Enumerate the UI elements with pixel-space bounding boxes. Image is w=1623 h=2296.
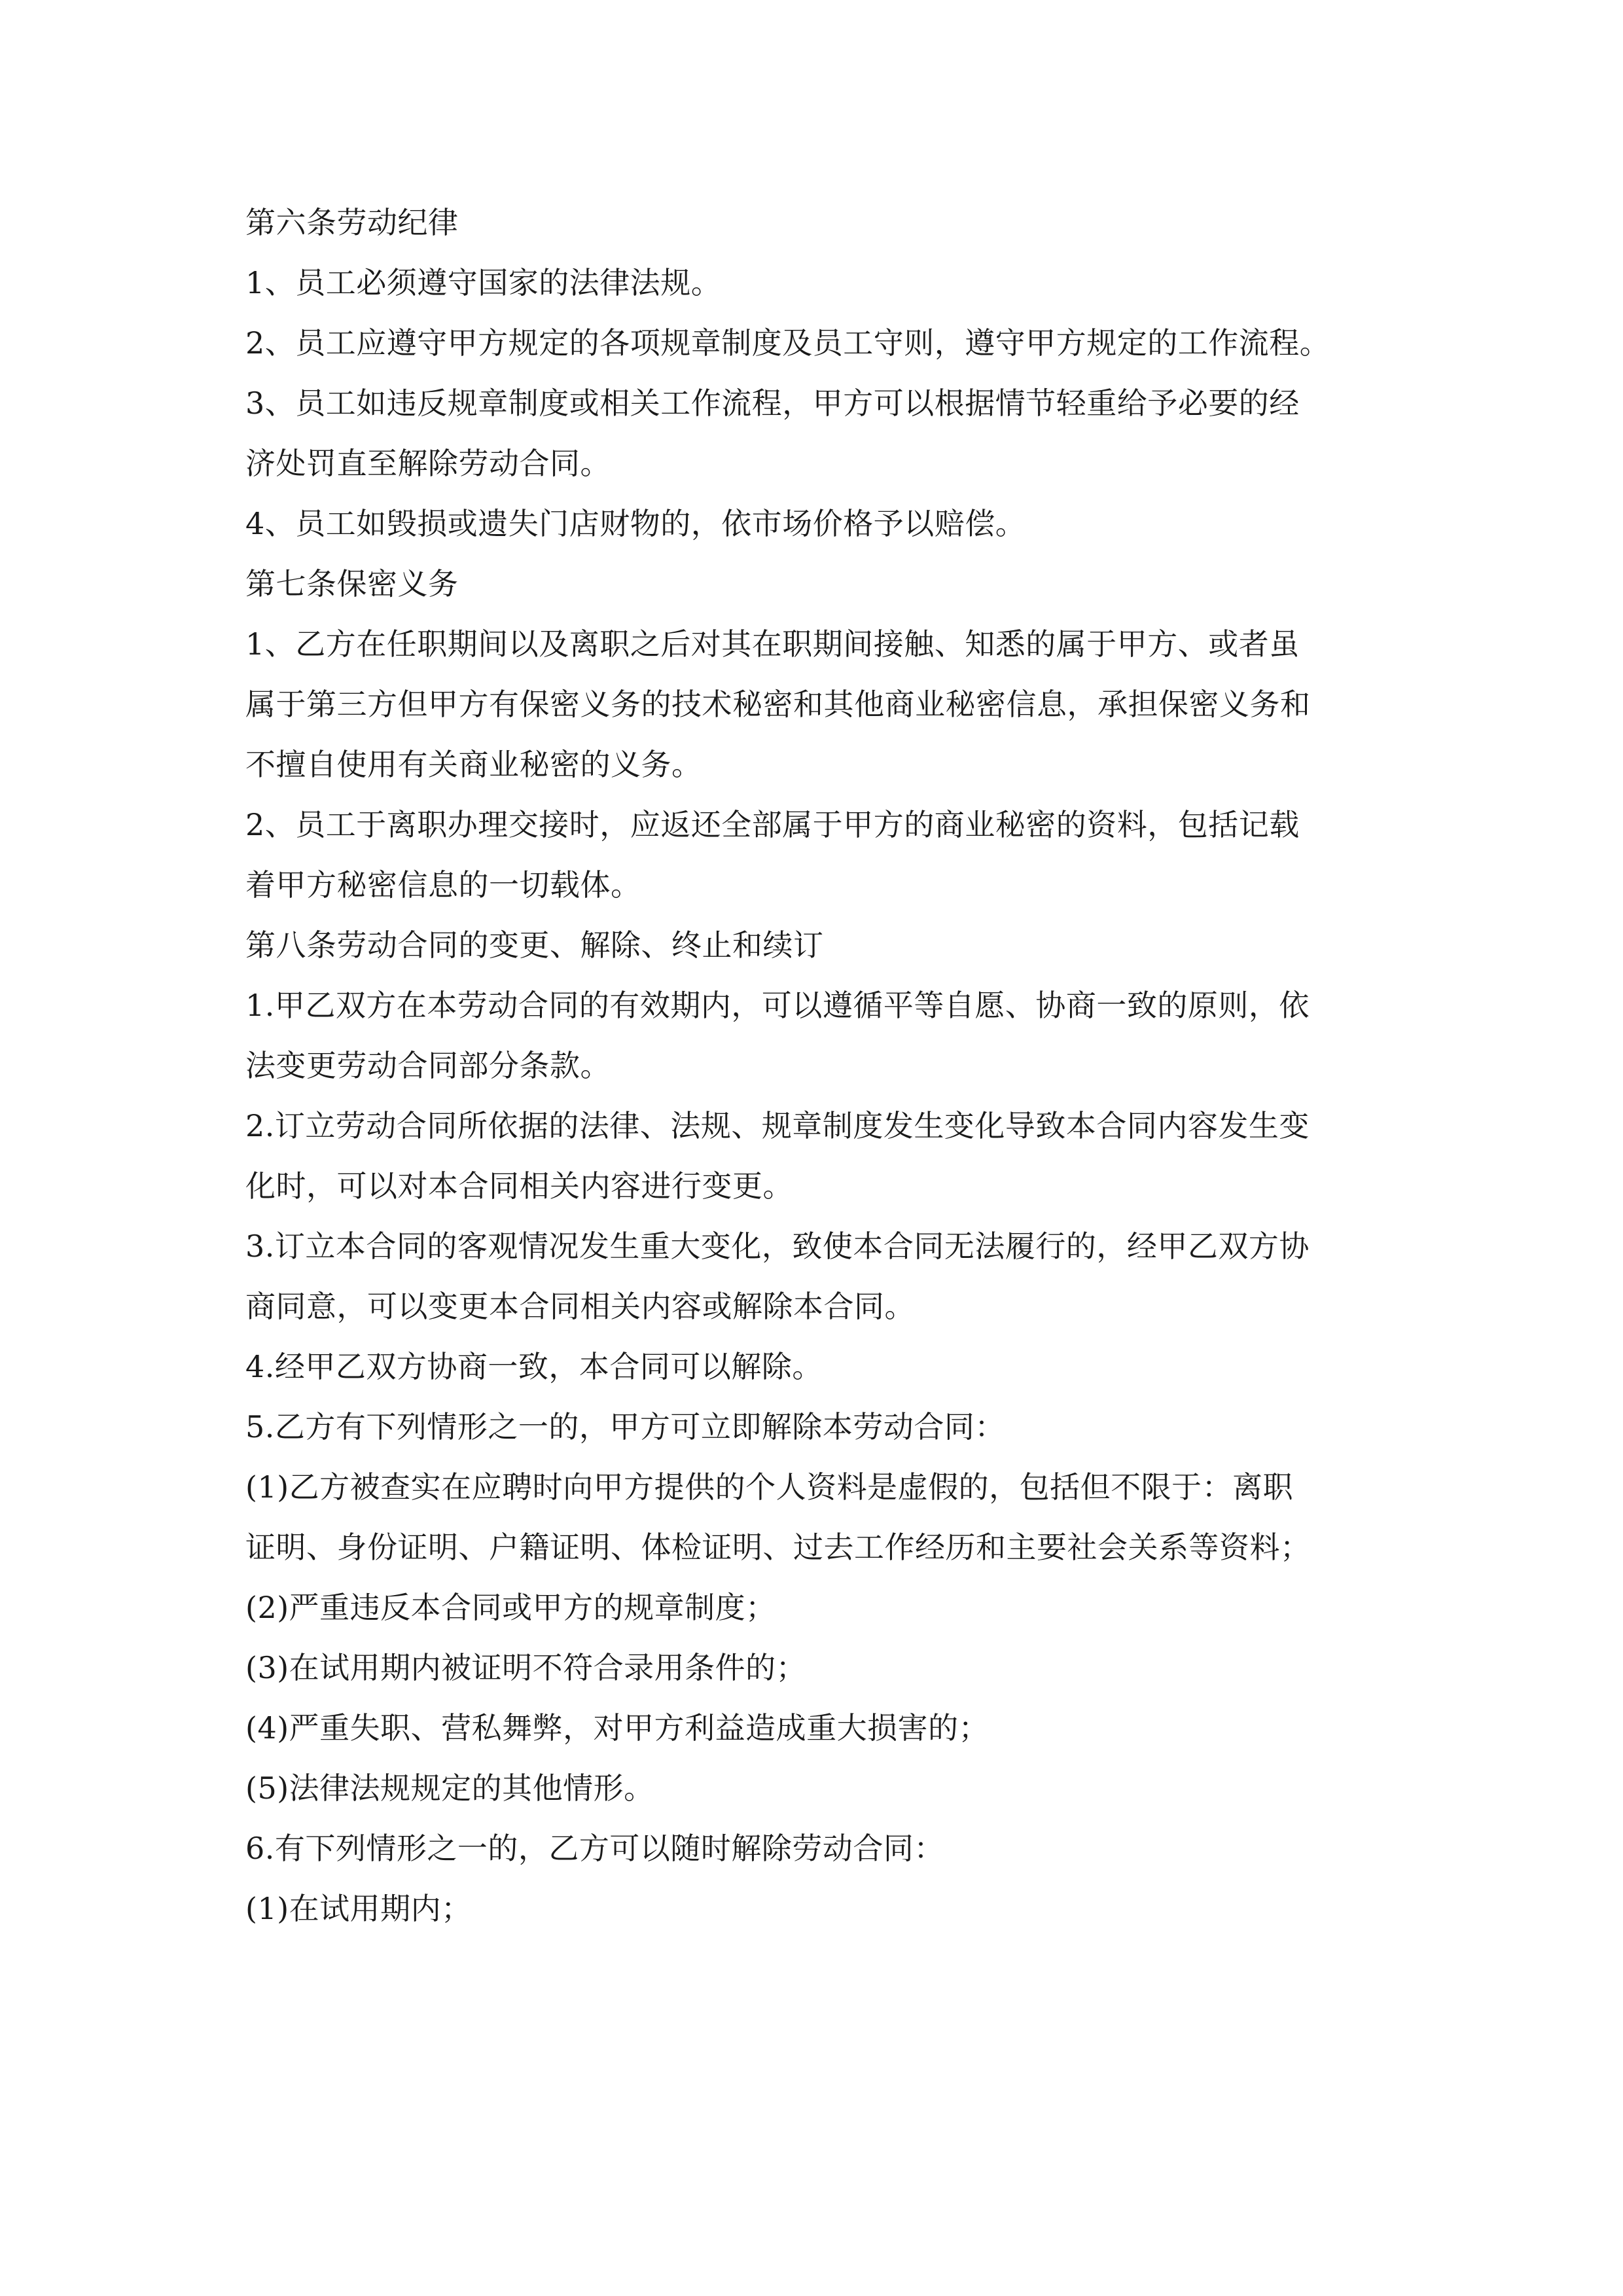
paragraph-line: 5.乙方有下列情形之一的，甲方可立即解除本劳动合同：	[245, 1409, 1005, 1444]
paragraph-line: 3、员工如违反规章制度或相关工作流程，甲方可以根据情节轻重给予必要的经	[245, 386, 1300, 421]
paragraph-line: 法变更劳动合同部分条款。	[245, 1048, 611, 1083]
paragraph-line: 商同意，可以变更本合同相关内容或解除本合同。	[245, 1289, 915, 1324]
paragraph-line: 4.经甲乙双方协商一致，本合同可以解除。	[245, 1349, 823, 1384]
paragraph-line: 不擅自使用有关商业秘密的义务。	[245, 747, 702, 782]
paragraph-line: (2)严重违反本合同或甲方的规章制度；	[245, 1590, 776, 1625]
paragraph-line: 2.订立劳动合同所依据的法律、法规、规章制度发生变化导致本合同内容发生变	[245, 1108, 1310, 1143]
paragraph-line: 4、员工如毁损或遗失门店财物的，依市场价格予以赔偿。	[245, 506, 1026, 541]
paragraph-line: 1.甲乙双方在本劳动合同的有效期内，可以遵循平等自愿、协商一致的原则，依	[245, 988, 1310, 1023]
paragraph-line: 6.有下列情形之一的，乙方可以随时解除劳动合同：	[245, 1831, 944, 1866]
heading-article-6: 第六条劳动纪律	[245, 205, 459, 240]
paragraph-line: 济处罚直至解除劳动合同。	[245, 446, 611, 481]
paragraph-line: 1、员工必须遵守国家的法律法规。	[245, 265, 722, 300]
paragraph-line: (4)严重失职、营私舞弊，对甲方利益造成重大损害的；	[245, 1710, 990, 1746]
heading-article-7: 第七条保密义务	[245, 566, 459, 601]
paragraph-line: 属于第三方但甲方有保密义务的技术秘密和其他商业秘密信息，承担保密义务和	[245, 687, 1311, 722]
paragraph-line: 着甲方秘密信息的一切载体。	[245, 867, 641, 903]
paragraph-line: 2、员工应遵守甲方规定的各项规章制度及员工守则，遵守甲方规定的工作流程。	[245, 325, 1330, 361]
paragraph-line: 2、员工于离职办理交接时，应返还全部属于甲方的商业秘密的资料，包括记载	[245, 807, 1300, 842]
paragraph-line: (1)乙方被查实在应聘时向甲方提供的个人资料是虚假的，包括但不限于：离职	[245, 1469, 1294, 1505]
paragraph-line: 1、乙方在任职期间以及离职之后对其在职期间接触、知悉的属于甲方、或者虽	[245, 626, 1300, 662]
paragraph-line: (3)在试用期内被证明不符合录用条件的；	[245, 1650, 807, 1685]
paragraph-line: 3.订立本合同的客观情况发生重大变化，致使本合同无法履行的，经甲乙双方协	[245, 1229, 1310, 1264]
document-page	[245, 203, 1384, 1949]
heading-article-8: 第八条劳动合同的变更、解除、终止和续订	[245, 927, 824, 963]
paragraph-line: 证明、身份证明、户籍证明、体检证明、过去工作经历和主要社会关系等资料；	[245, 1530, 1311, 1565]
paragraph-line: (1)在试用期内；	[245, 1891, 472, 1926]
paragraph-line: (5)法律法规规定的其他情形。	[245, 1770, 654, 1806]
paragraph-line: 化时，可以对本合同相关内容进行变更。	[245, 1168, 793, 1204]
